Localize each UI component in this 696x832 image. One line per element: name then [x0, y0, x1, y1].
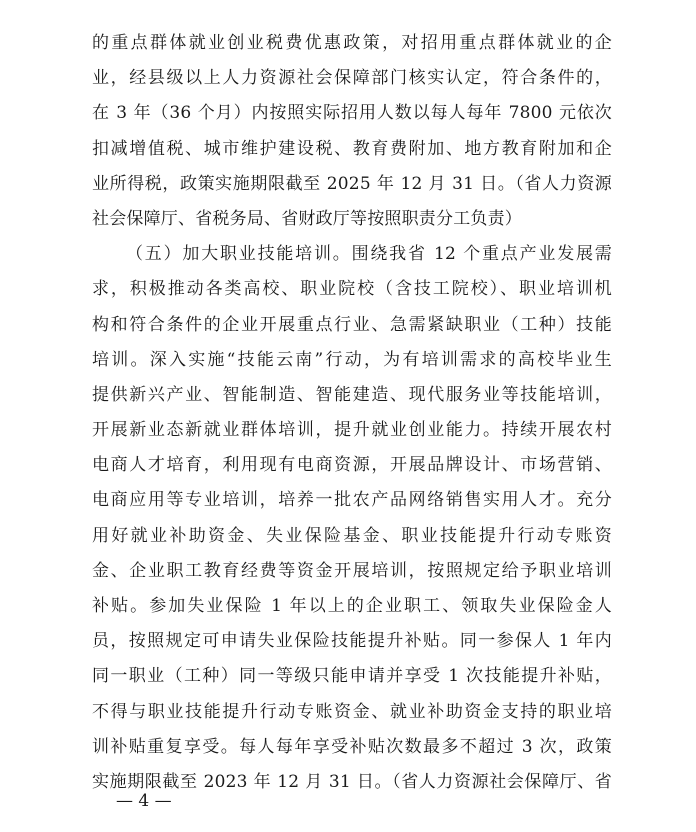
text-line: 金、企业职工教育经费等资金开展培训，按照规定给予职业培训 [92, 560, 612, 581]
text-line: 实施期限截至 2023 年 12 月 31 日。（省人力资源社会保障厅、省 [92, 771, 612, 792]
text-line: 不得与职业技能提升行动专账资金、就业补助资金支持的职业培 [92, 701, 612, 722]
text-line: 业所得税，政策实施期限截至 2025 年 12 月 31 日。（省人力资源 [92, 173, 612, 194]
section-heading-line: （五）加大职业技能培训。围绕我省 12 个重点产业发展需 [126, 244, 612, 265]
text-line: 提供新兴产业、智能制造、智能建造、现代服务业等技能培训， [92, 384, 612, 405]
text-line: 求，积极推动各类高校、职业院校（含技工院校）、职业培训机 [92, 279, 612, 300]
text-line: 构和符合条件的企业开展重点行业、急需紧缺职业（工种）技能 [92, 314, 612, 335]
text-line: 扣减增值税、城市维护建设税、教育费附加、地方教育附加和企 [92, 138, 612, 159]
text-line: 在 3 年（36 个月）内按照实际招用人数以每人每年 7800 元依次 [92, 103, 612, 124]
text-line: 培训。深入实施“技能云南”行动，为有培训需求的高校毕业生 [92, 349, 612, 370]
text-line: 电商人才培育，利用现有电商资源，开展品牌设计、市场营销、 [92, 455, 612, 476]
text-line: 电商应用等专业培训，培养一批农产品网络销售实用人才。充分 [92, 490, 612, 511]
text-line: 训补贴重复享受。每人每年享受补贴次数最多不超过 3 次，政策 [92, 736, 612, 757]
text-line: 开展新业态新就业群体培训，提升就业创业能力。持续开展农村 [92, 420, 612, 441]
text-line: 用好就业补助资金、失业保险基金、职业技能提升行动专账资 [92, 525, 612, 546]
text-line: 业，经县级以上人力资源社会保障部门核实认定，符合条件的， [92, 68, 612, 89]
text-line: 社会保障厅、省税务局、省财政厅等按照职责分工负责） [92, 208, 522, 229]
body-text [92, 26, 612, 800]
text-line: 同一职业（工种）同一等级只能申请并享受 1 次技能提升补贴， [92, 666, 612, 687]
text-line: 补贴。参加失业保险 1 年以上的企业职工、领取失业保险金人 [92, 596, 612, 616]
page-number: — 4 — [116, 791, 172, 811]
text-line: 员，按照规定可申请失业保险技能提升补贴。同一参保人 1 年内 [92, 631, 612, 652]
text-line: 的重点群体就业创业税费优惠政策，对招用重点群体就业的企 [92, 33, 612, 53]
